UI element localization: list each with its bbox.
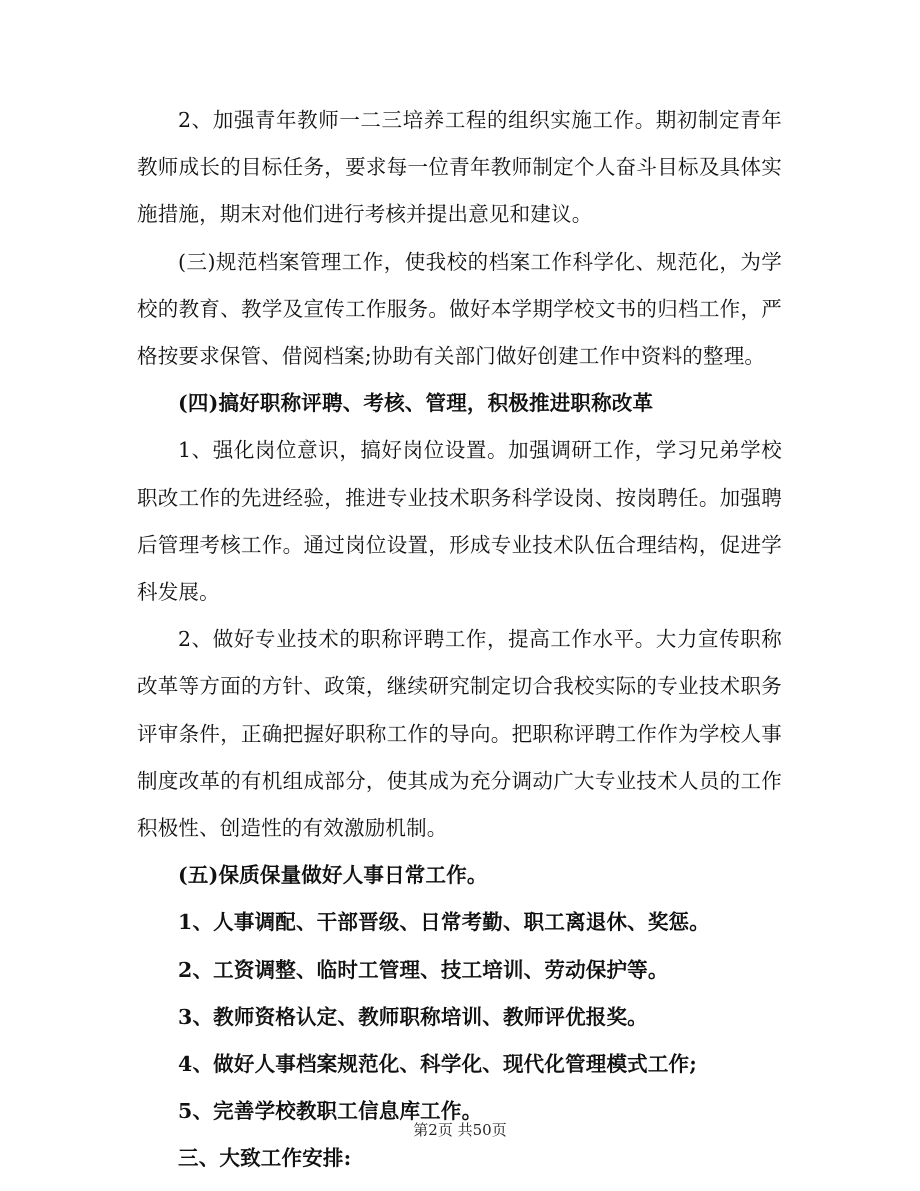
paragraph-archive-management: (三)规范档案管理工作，使我校的档案工作科学化、规范化，为学校的教育、教学及宣传工作服务。做好本学期学校文书的归档工作，严格按要求保管、借阅档案;协助有关部门做好创建工作中资料的整理。: [137, 249, 782, 369]
section-heading-title-evaluation: (四)搞好职称评聘、考核、管理，积极推进职称改革: [178, 391, 654, 416]
list-item-archive-standardization: 4、做好人事档案规范化、科学化、现代化管理模式工作;: [178, 1052, 698, 1077]
section-heading-work-arrangement: 三、大致工作安排:: [178, 1146, 352, 1171]
list-item-teacher-qualification: 3、教师资格认定、教师职称培训、教师评优报奖。: [178, 1004, 648, 1029]
document-body: [137, 97, 782, 1183]
list-item-personnel-allocation: 1、人事调配、干部晋级、日常考勤、职工离退休、奖惩。: [178, 910, 710, 935]
paragraph-young-teacher-training: 2、加强青年教师一二三培养工程的组织实施工作。期初制定青年教师成长的目标任务，要求每一位青年教师制定个人奋斗目标及具体实施措施，期末对他们进行考核并提出意见和建议。: [137, 108, 782, 227]
page-number-footer: 第2页 共50页: [413, 1121, 507, 1139]
section-heading-daily-work: (五)保质保量做好人事日常工作。: [178, 863, 488, 888]
list-item-salary-adjustment: 2、工资调整、临时工管理、技工培训、劳动保护等。: [178, 957, 669, 982]
paragraph-post-setting: 1、强化岗位意识，搞好岗位设置。加强调研工作，学习兄弟学校职改工作的先进经验，推进专业技术职务科学设岗、按岗聘任。加强聘后管理考核工作。通过岗位设置，形成专业技术队伍合理结构，促进学科发展。: [137, 438, 782, 605]
list-item-staff-database: 5、完善学校教职工信息库工作。: [178, 1099, 483, 1124]
paragraph-title-appointment: 2、做好专业技术的职称评聘工作，提高工作水平。大力宣传职称改革等方面的方针、政策，继续研究制定切合我校实际的专业技术职务评审条件，正确把握好职称工作的导向。把职称评聘工作作为学校人事制度改革的有机组成部分，使其成为充分调动广大专业技术人员的工作积极性、创造性的有效激励机制。: [137, 627, 782, 841]
